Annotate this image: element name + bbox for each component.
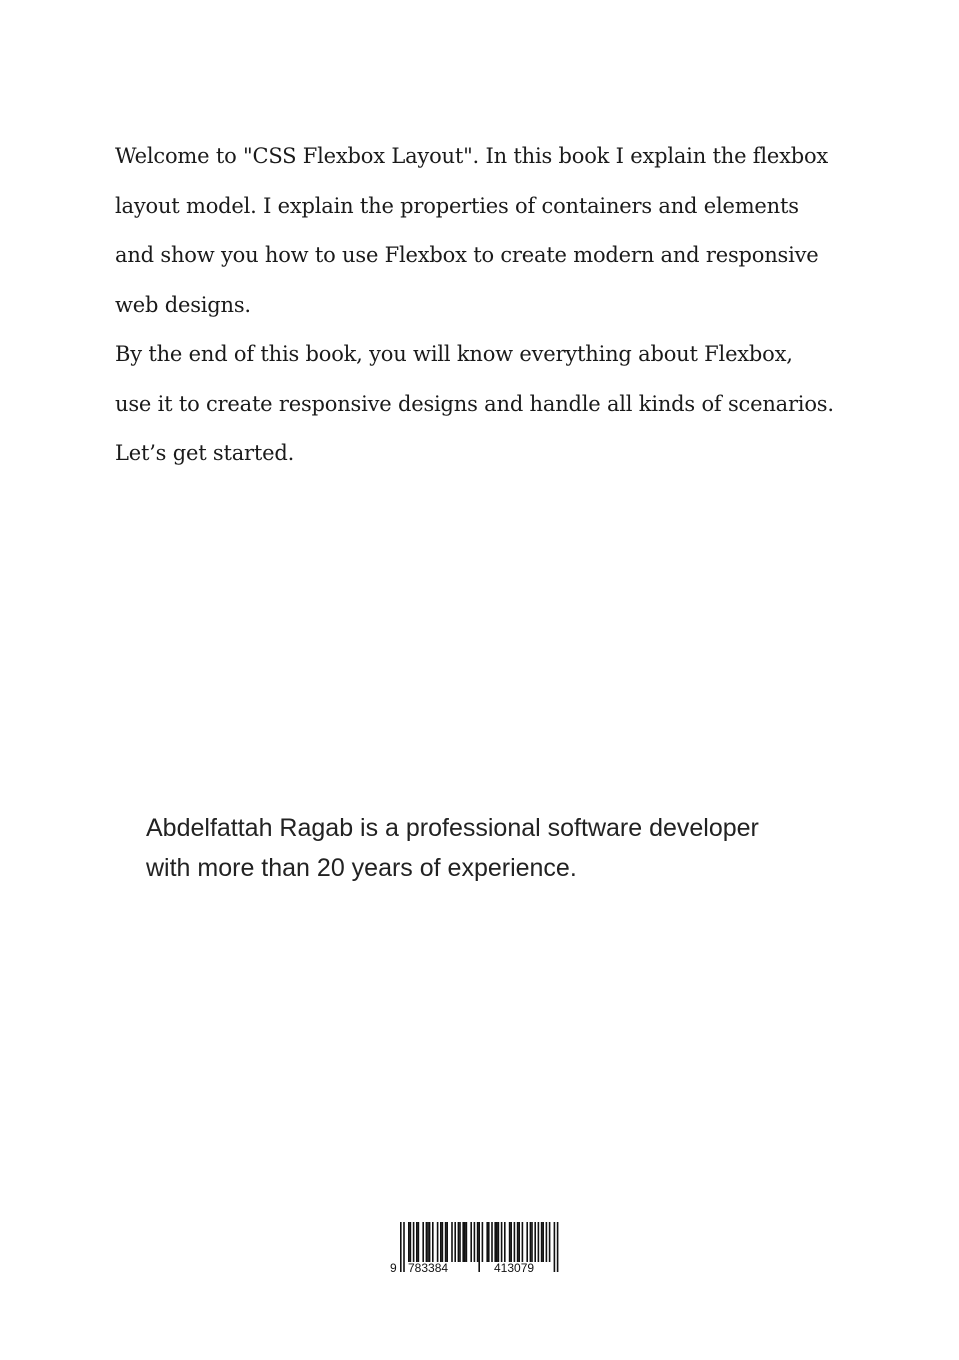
barcode-bar: [451, 1222, 453, 1262]
barcode-left-group: 783384: [408, 1261, 449, 1275]
barcode-bar: [478, 1222, 480, 1272]
barcode-right-group: 413079: [494, 1261, 535, 1275]
author-bio: [146, 808, 846, 888]
intro-line: Welcome to "CSS Flexbox Layout". In this book I explain the flexbox: [115, 144, 829, 168]
intro-line: layout model. I explain the properties of containers and elements: [115, 193, 799, 218]
intro-line: Let’s get started.: [115, 441, 295, 465]
barcode-bar: [445, 1222, 447, 1262]
barcode-bar: [534, 1222, 536, 1262]
barcode-bar: [546, 1222, 548, 1262]
barcode-bar: [531, 1222, 533, 1262]
barcode-bar: [432, 1222, 434, 1262]
barcode-bar: [442, 1222, 444, 1262]
intro-line: use it to create responsive designs and handle all kinds of scenarios.: [115, 391, 834, 416]
barcode-bar: [549, 1222, 551, 1262]
barcode-bar: [538, 1222, 540, 1262]
barcode-bar: [446, 1222, 448, 1262]
barcode-bar: [488, 1222, 490, 1262]
barcode-bar: [426, 1222, 428, 1262]
barcode-bar: [491, 1222, 493, 1262]
barcode-bar: [437, 1222, 439, 1262]
author-bio-line: Abdelfattah Ragab is a professional software developer: [146, 814, 759, 842]
barcode-bar: [410, 1222, 412, 1262]
barcode-bar: [510, 1222, 512, 1262]
barcode-bar: [554, 1222, 556, 1272]
barcode-bar: [486, 1222, 488, 1262]
barcode-bar: [466, 1222, 468, 1262]
barcode-bar: [542, 1222, 544, 1262]
barcode-bar: [470, 1222, 472, 1262]
barcode-bar: [408, 1222, 410, 1262]
barcode-bar: [477, 1222, 479, 1262]
barcode-bar: [482, 1222, 484, 1262]
barcode-bar: [418, 1222, 420, 1262]
barcode-bar: [494, 1222, 496, 1262]
author-bio-line: with more than 20 years of experience.: [146, 854, 577, 882]
barcode-bar: [458, 1222, 460, 1262]
barcode-bar: [509, 1222, 511, 1262]
barcode-bar: [459, 1222, 461, 1262]
barcode-bar: [517, 1222, 519, 1262]
barcode-bar: [557, 1222, 559, 1272]
barcode-bar: [454, 1222, 456, 1262]
barcode-bar: [464, 1222, 466, 1262]
barcode-bar: [400, 1222, 402, 1272]
intro-text: [115, 132, 855, 479]
barcode-bar: [514, 1222, 516, 1262]
barcode-bar: [522, 1222, 524, 1262]
barcode-bar: [427, 1222, 429, 1262]
intro-line: web designs.: [115, 292, 251, 317]
barcode-bar: [403, 1222, 405, 1272]
barcode-bar: [422, 1222, 424, 1262]
barcode-bar: [416, 1222, 418, 1262]
barcode-prefix-digit: 9: [390, 1261, 397, 1275]
intro-line: and show you how to use Flexbox to create modern and responsive: [115, 243, 819, 267]
barcode-bar: [501, 1222, 503, 1262]
barcode-bar: [526, 1222, 528, 1262]
isbn-barcode: [388, 1220, 568, 1276]
barcode-bar: [498, 1222, 500, 1262]
barcode-bar: [541, 1222, 543, 1262]
barcode-bar: [429, 1222, 431, 1262]
barcode-bar: [413, 1222, 415, 1262]
barcode-bar: [518, 1222, 520, 1262]
barcode-graphic: [388, 1220, 568, 1276]
barcode-bar: [504, 1222, 506, 1262]
barcode-bar: [474, 1222, 476, 1262]
barcode-bar: [530, 1222, 532, 1262]
barcode-bar: [440, 1222, 442, 1262]
intro-line: By the end of this book, you will know everything about Flexbox,: [115, 342, 793, 366]
barcode-bar: [462, 1222, 464, 1262]
barcode-bar: [496, 1222, 498, 1262]
